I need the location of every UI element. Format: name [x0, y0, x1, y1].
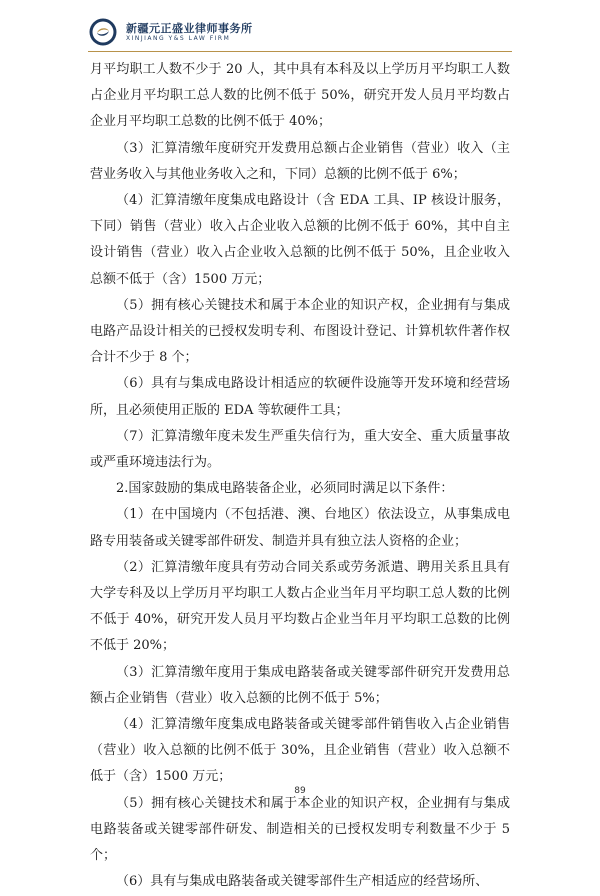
section-heading: 2.国家鼓励的集成电路装备企业，必须同时满足以下条件： [116, 481, 454, 497]
paragraph: （5）拥有核心关键技术和属于本企业的知识产权，企业拥有与集成电路产品设计相关的已授权发明专利、布图设计登记、计算机软件著作权合计不少于 8 个； [90, 297, 510, 366]
firm-logo-icon [88, 17, 118, 47]
paragraph: （7）汇算清缴年度未发生严重失信行为，重大安全、重大质量事故或严重环境违法行为。 [90, 428, 510, 471]
paragraph: （1）在中国境内（不包括港、澳、台地区）依法设立，从事集成电路专用装备或关键零部件研发、制造并具有独立法人资格的企业； [90, 507, 510, 549]
page-number: 89 [294, 786, 306, 796]
firm-brand [126, 22, 253, 43]
paragraph: （6）具有与集成电路设计相适应的软硬件设施等开发环境和经营场所，且必须使用正版的 EDA 等软硬件工具； [90, 376, 510, 418]
paragraph: （6）具有与集成电路装备或关键零部件生产相适应的经营场所、 [116, 874, 489, 890]
firm-name-cn: 新疆元正盛业律师事务所 [126, 21, 253, 35]
firm-name-en: XINJIANG Y&S LAW FIRM [126, 34, 231, 42]
paragraph: 月平均职工人数不少于 20 人，其中具有本科及以上学历月平均职工人数占企业月平均职工总人数的比例不低于 50%，研究开发人员月平均数占企业月平均职工总数的比例不低于 40%； [90, 62, 510, 130]
header-divider [88, 51, 512, 52]
paragraph: （3）汇算清缴年度用于集成电路装备或关键零部件研究开发费用总额占企业销售（营业）收入总额的比例不低于 5%； [90, 664, 510, 706]
paragraph: （4）汇算清缴年度集成电路设计（含 EDA 工具、IP 核设计服务，下同）销售（营业）收入占企业收入总额的比例不低于 60%，其中自主设计销售（营业）收入占企业收入总额的比例不低于 50%，且企业收入总额不低于（含）1500 万元； [90, 193, 510, 287]
page-header [88, 14, 253, 50]
paragraph: （3）汇算清缴年度研究开发费用总额占企业销售（营业）收入（主营业务收入与其他业务收入之和，下同）总额的比例不低于 6%； [90, 140, 510, 182]
paragraph: （4）汇算清缴年度集成电路装备或关键零部件销售收入占企业销售（营业）收入总额的比例不低于 30%，且企业销售（营业）收入总额不低于（含）1500 万元； [90, 717, 510, 785]
paragraph: （2）汇算清缴年度具有劳动合同关系或劳务派遣、聘用关系且具有大学专科及以上学历月平均职工人数占企业当年月平均职工总人数的比例不低于 40%，研究开发人员月平均数占企业当年月平均职工总数的比例不低于 20%； [90, 559, 510, 654]
document-body [90, 57, 510, 896]
paragraph: （5）拥有核心关键技术和属于本企业的知识产权，企业拥有与集成电路装备或关键零部件研发、制造相关的已授权发明专利数量不少于 5 个； [90, 795, 510, 864]
